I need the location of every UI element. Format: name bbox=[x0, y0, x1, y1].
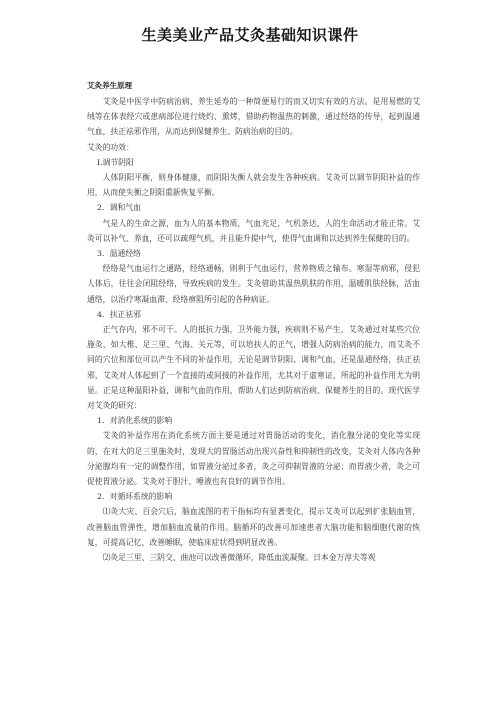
research-item-1: ⑴灸大灾、百会穴后，脑血流图的若干指标均有显著变化，提示艾灸可以起到扩张脑血管，改善脑血管弹性，增加脑血流量的作用。脑循环的改善可加速患者大脑功能和脑细胞代谢的恢复，可提高记忆，改善睡眠，使临床症状得到明显改善。 bbox=[87, 507, 420, 547]
intro-paragraph: 艾灸是中医学中防病治病、养生延寿的一种简便易行的而又切实有效的方法。是用易燃的艾绒等在体表经穴或患病部位进行烧灼、熏烤，借助药物温热的刺激，通过经络的传导，起到温通气血，扶正祛邪作用，从而达到保健养生、防病治病的目的。 bbox=[87, 97, 420, 137]
efficacy-body-4: 正气存内，邪不可干。人的抵抗力强，卫外能力强，疾病则不易产生，艾灸通过对某些穴位施灸，如大椎、足三里、气海、关元等，可以培扶人的正气，增强人防病治病的能力，而艾灸不同的穴位和部位可以产生不同的补益作用，无论是调节阴阳、调和气血，还是温通经络，扶正祛邪，艾灸对人体起到了一个直接的或间接的补益作用，尤其对于虚寒证，所起的补益作用尤为明显。正是这种温阳补益，调和气血的作用，帮助人们达到防病治病、保健养生的目的。现代医学对艾灸的研究： bbox=[87, 325, 420, 411]
research-item-2: ⑵灸足三里、三阴交、曲池可以改善微循环，降低血流凝聚。日本金万淳夫等观 bbox=[102, 553, 376, 563]
document-body bbox=[87, 78, 420, 565]
efficacy-body-2: 气是人的生命之源，血为人的基本物质，气血充足，气机条达，人的生命活动才能正常。艾灸可以补气、养血，还可以疏理气机，并且能升提中气，使得气血调和以达到养生保健的目的。 bbox=[87, 218, 420, 243]
section-heading: 艾灸养生原理 bbox=[87, 81, 132, 90]
efficacy-body-3: 经络是气血运行之通路，经络通畅，则利于气血运行，营养物质之输布。寒湿等病邪，侵犯人体后，往往会闭阻经络，导致疾病的发生。艾灸借助其温热肌肤的作用，温暖肌肤经脉，活血通络，以治疗寒凝血滞、经络痹阻所引起的各种病证。 bbox=[87, 264, 420, 304]
research-body-1: 艾灸的补益作用在消化系统方面主要是通过对胃肠活动的变化，消化腺分泌的变化等实现的，在对大的足三里施灸时，发现大的胃肠活动出现兴奋性和抑制性的改变，艾灸对人体内各种分泌腺均有一定的调整作用，如胃液分泌过多者，灸之可抑制胃液的分泌；而胃液少者，灸之可促使胃液分泌。艾灸对于胆汁、唾液也有良好的调节作用。 bbox=[87, 431, 420, 487]
research-heading-2: 2．对循环系统的影响 bbox=[97, 492, 173, 502]
efficacy-heading-3: 3．温通经络 bbox=[97, 249, 141, 259]
page-title: 生美美业产品艾灸基础知识课件 bbox=[141, 26, 359, 44]
efficacy-heading-2: 2．调和气血 bbox=[97, 203, 141, 213]
efficacy-body-1: 人体阴阳平衡，则身体健康，而阴阳失衡人就会发生各种疾病。艾灸可以调节阴阳补益的作用，从而使失衡之阴阳重新恢复平衡。 bbox=[87, 173, 420, 198]
research-heading-1: 1．对消化系统的影响 bbox=[97, 416, 173, 426]
efficacy-label: 艾灸的功效： bbox=[87, 142, 134, 152]
efficacy-heading-4: 4．扶正祛邪 bbox=[97, 309, 141, 319]
efficacy-heading-1: I.调节阴阳 bbox=[97, 157, 134, 167]
